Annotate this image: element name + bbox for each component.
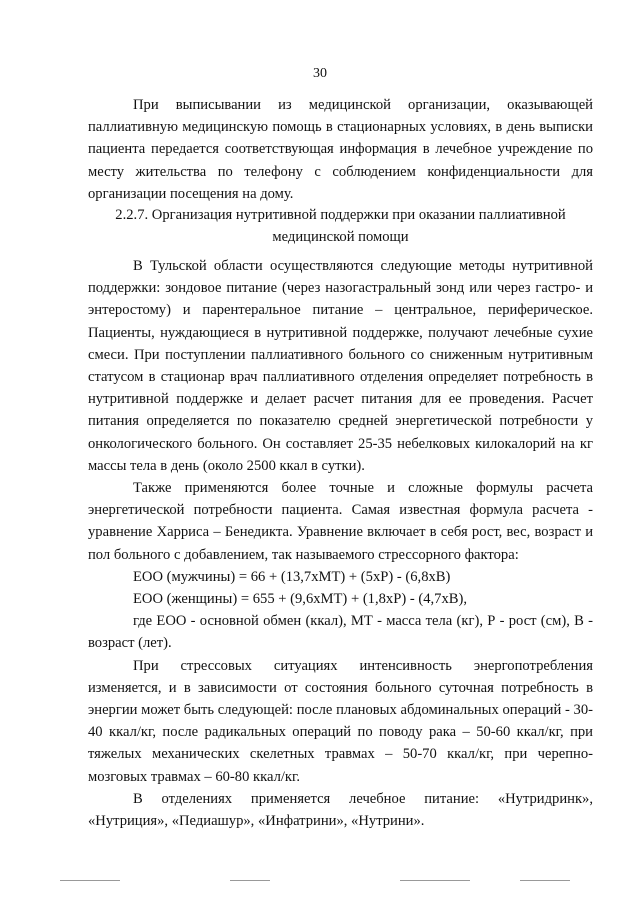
section-heading-line-1: 2.2.7. Организация нутритивной поддержки при оказании паллиативной xyxy=(115,207,566,223)
scan-mark xyxy=(60,880,120,881)
scan-mark xyxy=(400,880,470,881)
section-body xyxy=(88,255,593,832)
scan-mark xyxy=(520,880,570,881)
formula-legend-paragraph: где ЕОО - основной обмен (ккал), МТ - масса тела (кг), Р - рост (см), В - возраст (лет). xyxy=(88,613,593,652)
formula-women: ЕОО (женщины) = 655 + (9,6хМТ) + (1,8хР) - (4,7хВ), xyxy=(133,591,467,608)
scan-mark xyxy=(230,880,270,881)
intro-paragraph-block xyxy=(88,94,593,205)
discharge-paragraph: При выписывании из медицинской организации, оказывающей паллиативную медицинскую помощь в стационарных условиях, в день выписки пациента передается соответствующая информация в лечебное учреждение по месту жительства по телефону с соблюдением конфиденциальности для организации посещения на дому. xyxy=(88,97,593,202)
page-number: 30 xyxy=(313,66,327,81)
formula-intro-paragraph: Также применяются более точные и сложные формулы расчета энергетической потребности пациента. Самая известная формула расчета - уравнение Харриса – Бенедикта. Уравнение включает в себя рост, вес, возраст и пол больного с добавлением, так называемого стрессорного фактора: xyxy=(88,480,593,563)
nutrition-methods-paragraph: В Тульской области осуществляются следующие методы нутритивной поддержки: зондовое питание (через назогастральный зонд или через гастро- и энтеростому) и парентеральное питание – центральное, периферическое. Пациенты, нуждающиеся в нутритивной поддержке, получают лечебные сухие смеси. При поступлении паллиативного больного со сниженным нутритивным статусом в стационар врач паллиативного отделения определяет потребность в нутритивной поддержке и делает расчет питания для ее проведения. Расчет питания определяется по показателю средней энергетической потребности у онкологического больного. Он составляет 25-35 небелковых килокалорий на кг массы тела в день (около 2500 ккал в сутки). xyxy=(88,258,593,474)
scan-artifacts xyxy=(0,880,640,900)
therapeutic-nutrition-paragraph: В отделениях применяется лечебное питание: «Нутридринк», «Нутриция», «Педиашур», «Инфатрини», «Нутрини». xyxy=(88,790,593,830)
section-heading-line-2: медицинской помощи xyxy=(272,229,409,246)
stress-energy-paragraph: При стрессовых ситуациях интенсивность энергопотребления изменяется, и в зависимости от состояния больного суточная потребность в энергии может быть следующей: после плановых абдоминальных операций - 30-40 ккал/кг, после радикальных операций по поводу рака – 50-60 ккал/кг, при тяжелых механических скелетных травмах – 50-70 ккал/кг, при черепно-мозговых травмах – 60-80 ккал/кг. xyxy=(88,657,593,785)
formula-men: ЕОО (мужчины) = 66 + (13,7хМТ) + (5хР) - (6,8хВ) xyxy=(133,568,451,585)
section-heading xyxy=(88,204,593,248)
